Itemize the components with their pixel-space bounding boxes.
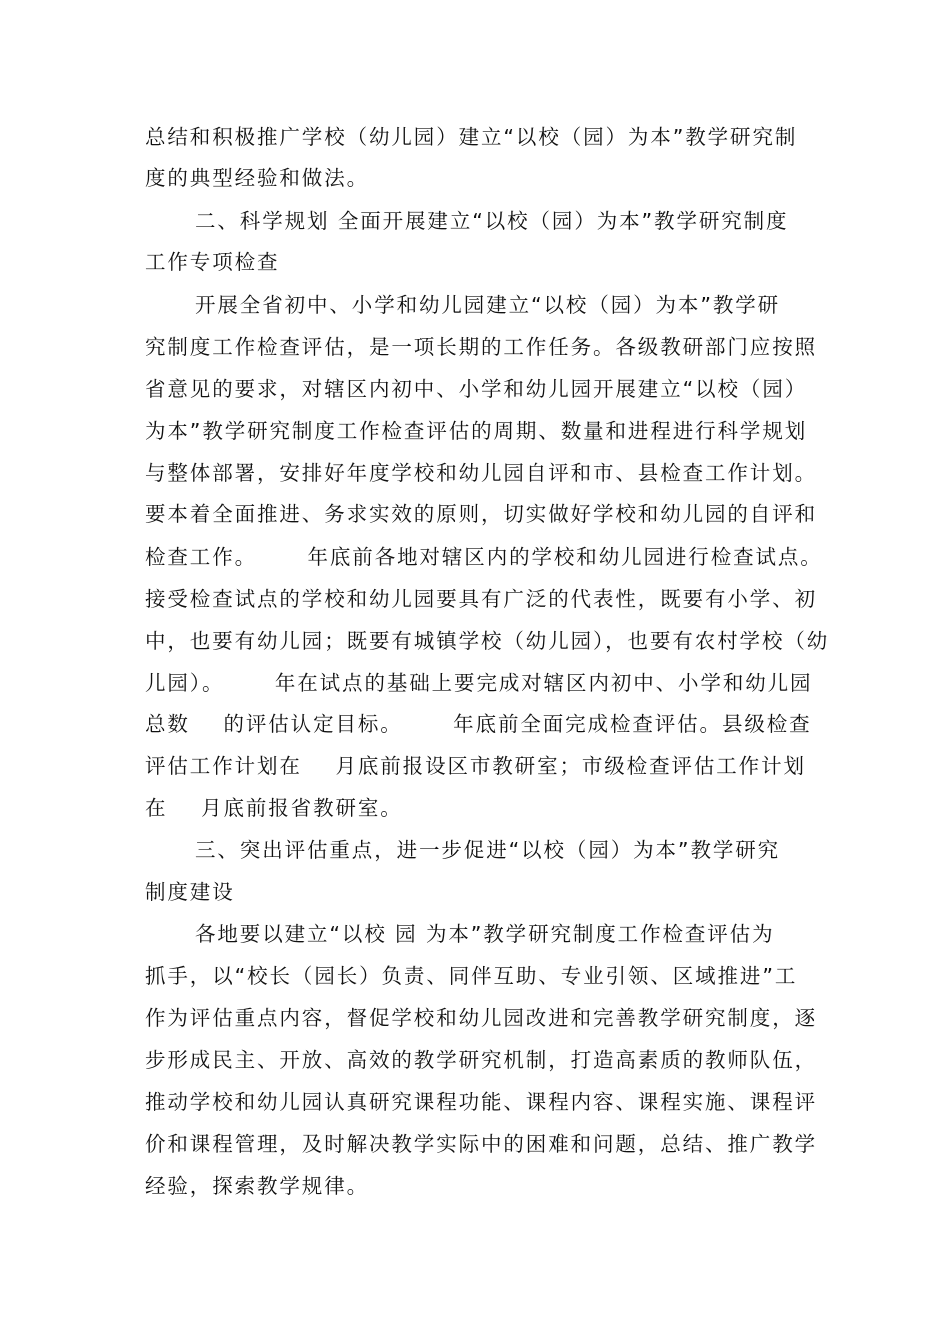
text-line: 儿园）。 年在试点的基础上要完成对辖区内初中、小学和幼儿园 [145,671,813,695]
text-line: 经验，探索教学规律。 [145,1174,369,1198]
text-line: 抓手，以“校长（园长）负责、同伴互助、专业引领、区域推进”工 [145,964,798,988]
section-heading-line: 二、科学规划 全面开展建立“以校（园）为本”教学研究制度 [195,209,789,233]
text-line: 开展全省初中、小学和幼儿园建立“以校（园）为本”教学研 [195,293,781,317]
text-line: 总结和积极推广学校（幼儿园）建立“以校（园）为本”教学研究制 [145,125,798,149]
section-heading-line: 制度建设 [145,880,235,904]
text-line: 步形成民主、开放、高效的教学研究机制，打造高素质的教师队伍， [145,1048,817,1072]
text-line: 各地要以建立“以校 园 为本”教学研究制度工作检查评估为 [195,922,775,946]
text-line: 在 月底前报省教研室。 [145,796,403,820]
text-line: 评估工作计划在 月底前报设区市教研室；市级检查评估工作计划 [145,754,806,778]
text-line: 度的典型经验和做法。 [145,166,369,190]
text-line: 价和课程管理，及时解决教学实际中的困难和问题，总结、推广教学 [145,1132,817,1156]
text-line: 作为评估重点内容，督促学校和幼儿园改进和完善教学研究制度，逐 [145,1006,817,1030]
section-heading-line: 工作专项检查 [145,250,280,274]
text-line: 要本着全面推进、务求实效的原则，切实做好学校和幼儿园的自评和 [145,502,817,526]
text-line: 与整体部署，安排好年度学校和幼儿园自评和市、县检查工作计划。 [145,461,817,485]
text-line: 总数 的评估认定目标。 年底前全面完成检查评估。县级检查 [145,712,812,736]
text-line: 究制度工作检查评估，是一项长期的工作任务。各级教研部门应按照 [145,335,817,359]
text-line: 中，也要有幼儿园；既要有城镇学校（幼儿园），也要有农村学校（幼 [145,629,830,653]
section-heading-line: 三、突出评估重点，进一步促进“以校（园）为本”教学研究 [195,838,781,862]
text-line: 省意见的要求，对辖区内初中、小学和幼儿园开展建立“以校（园） [145,377,808,401]
text-line: 检查工作。 年底前各地对辖区内的学校和幼儿园进行检查试点。 [145,545,823,569]
text-line: 推动学校和幼儿园认真研究课程功能、课程内容、课程实施、课程评 [145,1090,817,1114]
text-line: 接受检查试点的学校和幼儿园要具有广泛的代表性，既要有小学、初 [145,587,817,611]
text-line: 为本”教学研究制度工作检查评估的周期、数量和进程进行科学规划 [145,419,808,443]
